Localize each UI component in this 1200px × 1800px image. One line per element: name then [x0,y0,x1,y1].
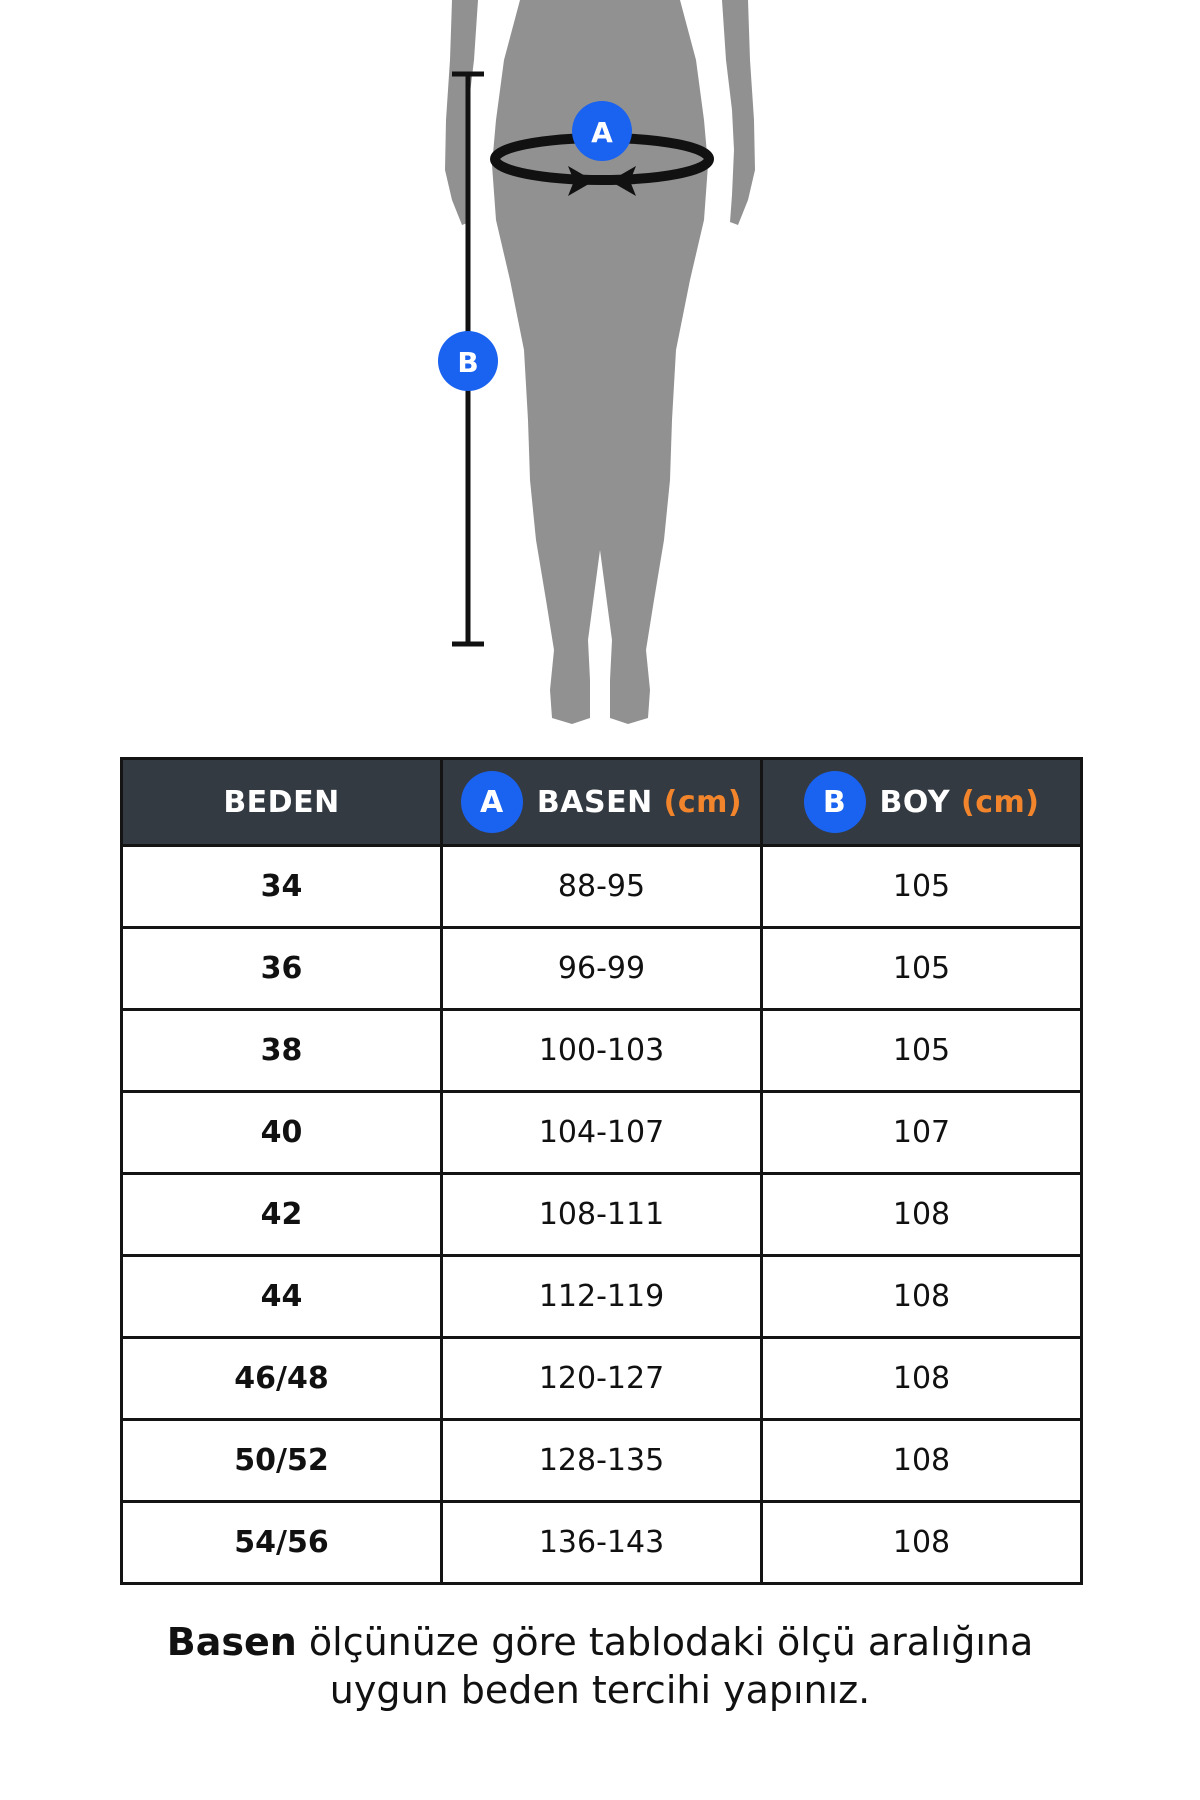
header-hip-label: BASEN [536,784,653,820]
size-cell: 40 [122,1092,442,1174]
length-cell: 107 [762,1092,1082,1174]
size-cell: 44 [122,1256,442,1338]
length-cell: 108 [762,1420,1082,1502]
table-row [122,928,1082,1010]
hip-cell: 108-111 [442,1174,762,1256]
table-row [122,1338,1082,1420]
length-cell: 108 [762,1174,1082,1256]
size-cell: 34 [122,846,442,928]
hip-cell: 112-119 [442,1256,762,1338]
size-cell: 42 [122,1174,442,1256]
table-row [122,846,1082,928]
hip-cell: 88-95 [442,846,762,928]
length-cell: 108 [762,1338,1082,1420]
size-cell: 50/52 [122,1420,442,1502]
size-cell: 38 [122,1010,442,1092]
header-hip-unit: (cm) [663,784,743,820]
length-cell: 105 [762,928,1082,1010]
table-row [122,1502,1082,1584]
table-row [122,1420,1082,1502]
header-length-unit: (cm) [961,784,1040,820]
table-row [122,1174,1082,1256]
hip-cell: 100-103 [442,1010,762,1092]
marker-a-label: A [591,116,613,149]
hip-cell: 136-143 [442,1502,762,1584]
length-cell: 105 [762,846,1082,928]
length-cell: 105 [762,1010,1082,1092]
measurement-figure [0,0,1200,740]
hip-badge: A [461,771,523,833]
hip-cell: 96-99 [442,928,762,1010]
table-row [122,1010,1082,1092]
size-cell: 36 [122,928,442,1010]
hip-cell: 120-127 [442,1338,762,1420]
footnote-line-1 [100,1618,1100,1666]
header-size [122,759,442,846]
header-length-label: BOY [879,784,951,820]
table-row [122,1256,1082,1338]
hip-cell: 128-135 [442,1420,762,1502]
marker-b-label: B [457,346,479,379]
length-badge: B [804,771,866,833]
hip-cell: 104-107 [442,1092,762,1174]
marker-b [438,331,498,391]
length-cell: 108 [762,1256,1082,1338]
marker-a [572,101,632,161]
header-hip [442,759,762,846]
footnote [100,1618,1100,1714]
table-header-row [122,759,1082,846]
length-cell: 108 [762,1502,1082,1584]
header-size-label: BEDEN [223,784,340,820]
footnote-line-2: uygun beden tercihi yapınız. [329,1668,871,1712]
header-length [762,759,1082,846]
table-row [122,1092,1082,1174]
size-chart-table [120,757,1083,1585]
footnote-line-1-text: ölçünüze göre tablodaki ölçü aralığına [296,1620,1034,1664]
footnote-bold: Basen [166,1620,297,1664]
size-cell: 54/56 [122,1502,442,1584]
size-cell: 46/48 [122,1338,442,1420]
